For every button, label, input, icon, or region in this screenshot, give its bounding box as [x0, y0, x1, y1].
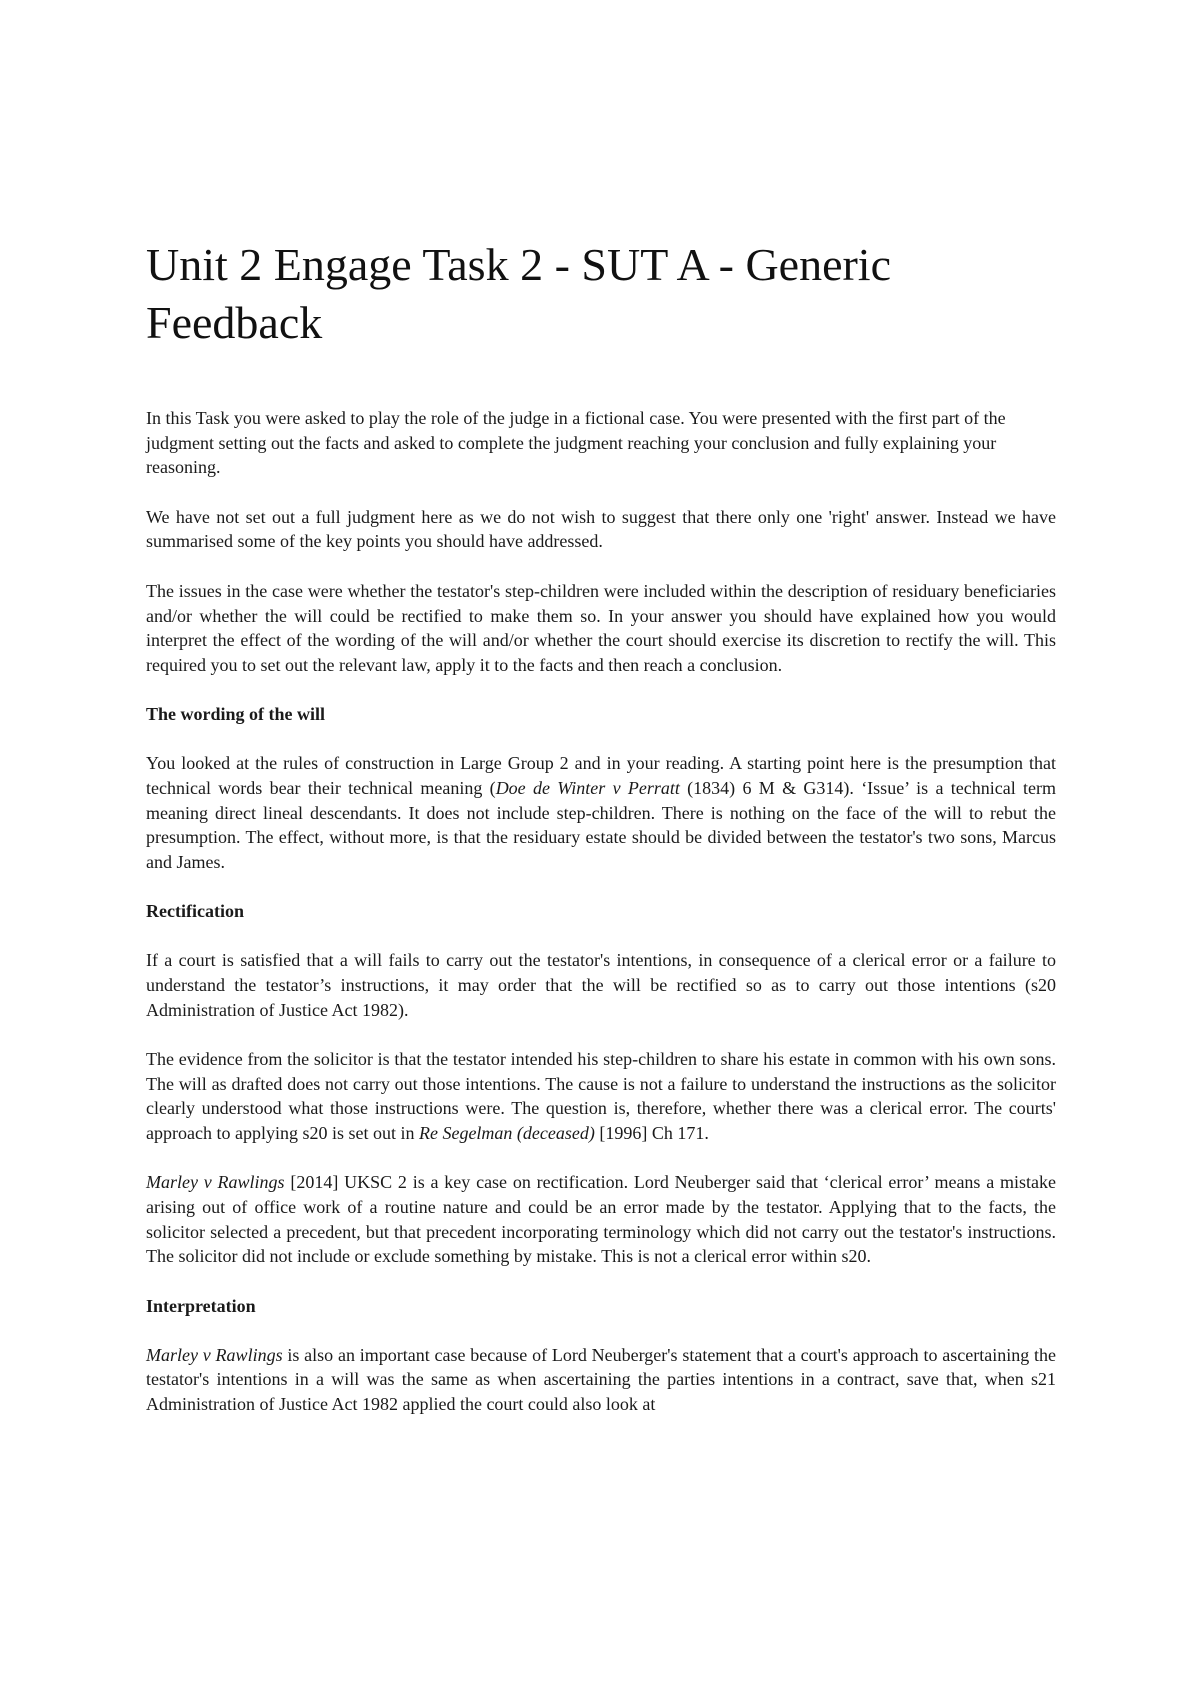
- rectification-paragraph-3: [146, 1170, 1056, 1268]
- interpretation-text: is also an important case because of Lord Neuberger's statement that a court's approach to ascertaining the testator's intentions in a will was the same as when ascertaining the parties intentions in a contract, save that, when s21 Administration of Justice Act 1982 applied the court could also look at: [146, 1344, 1056, 1415]
- intro-paragraph-1: In this Task you were asked to play the role of the judge in a fictional case. You were presented with the first part of the judgment setting out the facts and asked to complete the judgment reaching your conclusion and fully explaining your reasoning.: [146, 408, 1006, 478]
- wording-text-b: (1834) 6 M & G314). ‘Issue’ is a technical term meaning direct lineal descendants. It does not include step-children. There is nothing on the face of the will to rebut the presumption. The effect, without more, is that the residuary estate should be divided between the testator's two sons, Marcus and James.: [146, 777, 1056, 872]
- wording-paragraph-1: [146, 751, 1056, 874]
- intro-paragraph-2: We have not set out a full judgment here as we do not wish to suggest that there only one 'right' answer. Instead we have summarised some of the key points you should have addressed.: [146, 506, 1056, 552]
- case-citation-doe-de-winter: Doe de Winter v Perratt: [495, 777, 680, 798]
- document-page: [146, 236, 1056, 1442]
- rectification-text-a: The evidence from the solicitor is that the testator intended his step-children to share his estate in common with his own sons. The will as drafted does not carry out those intentions. The cause is not a failure to understand the instructions as the solicitor clearly understood what those instructions were. The question is, therefore, whether there was a clerical error. The courts' approach to applying s20 is set out in: [146, 1049, 1056, 1143]
- intro-paragraph-3: The issues in the case were whether the testator's step-children were included within the description of residuary beneficiaries and/or whether the will could be rectified to make them so. In your answer you should have explained how you would interpret the effect of the wording of the will and/or whether the court should exercise its discretion to rectify the will. This required you to set out the relevant law, apply it to the facts and then reach a conclusion.: [146, 580, 1056, 675]
- document-title: Unit 2 Engage Task 2 - SUT A - Generic Feedback: [146, 239, 892, 348]
- case-citation-marley-v-rawlings: Marley v Rawlings: [146, 1172, 285, 1193]
- rectification-paragraph-2: [146, 1047, 1056, 1145]
- rectification-text-b: [1996] Ch 171.: [594, 1122, 709, 1143]
- section-heading-interpretation: Interpretation: [146, 1295, 256, 1316]
- rectification-text-c: [2014] UKSC 2 is a key case on rectification. Lord Neuberger said that ‘clerical error’ means a mistake arising out of office work of a routine nature and could be an error made by the testator. Applying that to the facts, the solicitor selected a precedent, but that precedent incorporating terminology which did not carry out the testator's instructions. The solicitor did not include or exclude something by mistake. This is not a clerical error within s20.: [146, 1172, 1056, 1267]
- case-citation-marley-v-rawlings-2: Marley v Rawlings: [146, 1344, 283, 1365]
- wording-text-a: You looked at the rules of construction in Large Group 2 and in your reading. A starting point here is the presumption that technical words bear their technical meaning (: [146, 753, 1056, 798]
- section-heading-wording: The wording of the will: [146, 704, 326, 725]
- interpretation-paragraph-1: [146, 1343, 1056, 1417]
- rectification-paragraph-1: If a court is satisfied that a will fails to carry out the testator's intentions, in consequence of a clerical error or a failure to understand the testator’s instructions, it may order that the will be rectified so as to carry out those intentions (s20 Administration of Justice Act 1982).: [146, 950, 1056, 1020]
- case-citation-re-segelman: Re Segelman (deceased): [418, 1122, 595, 1143]
- section-heading-rectification: Rectification: [146, 901, 244, 922]
